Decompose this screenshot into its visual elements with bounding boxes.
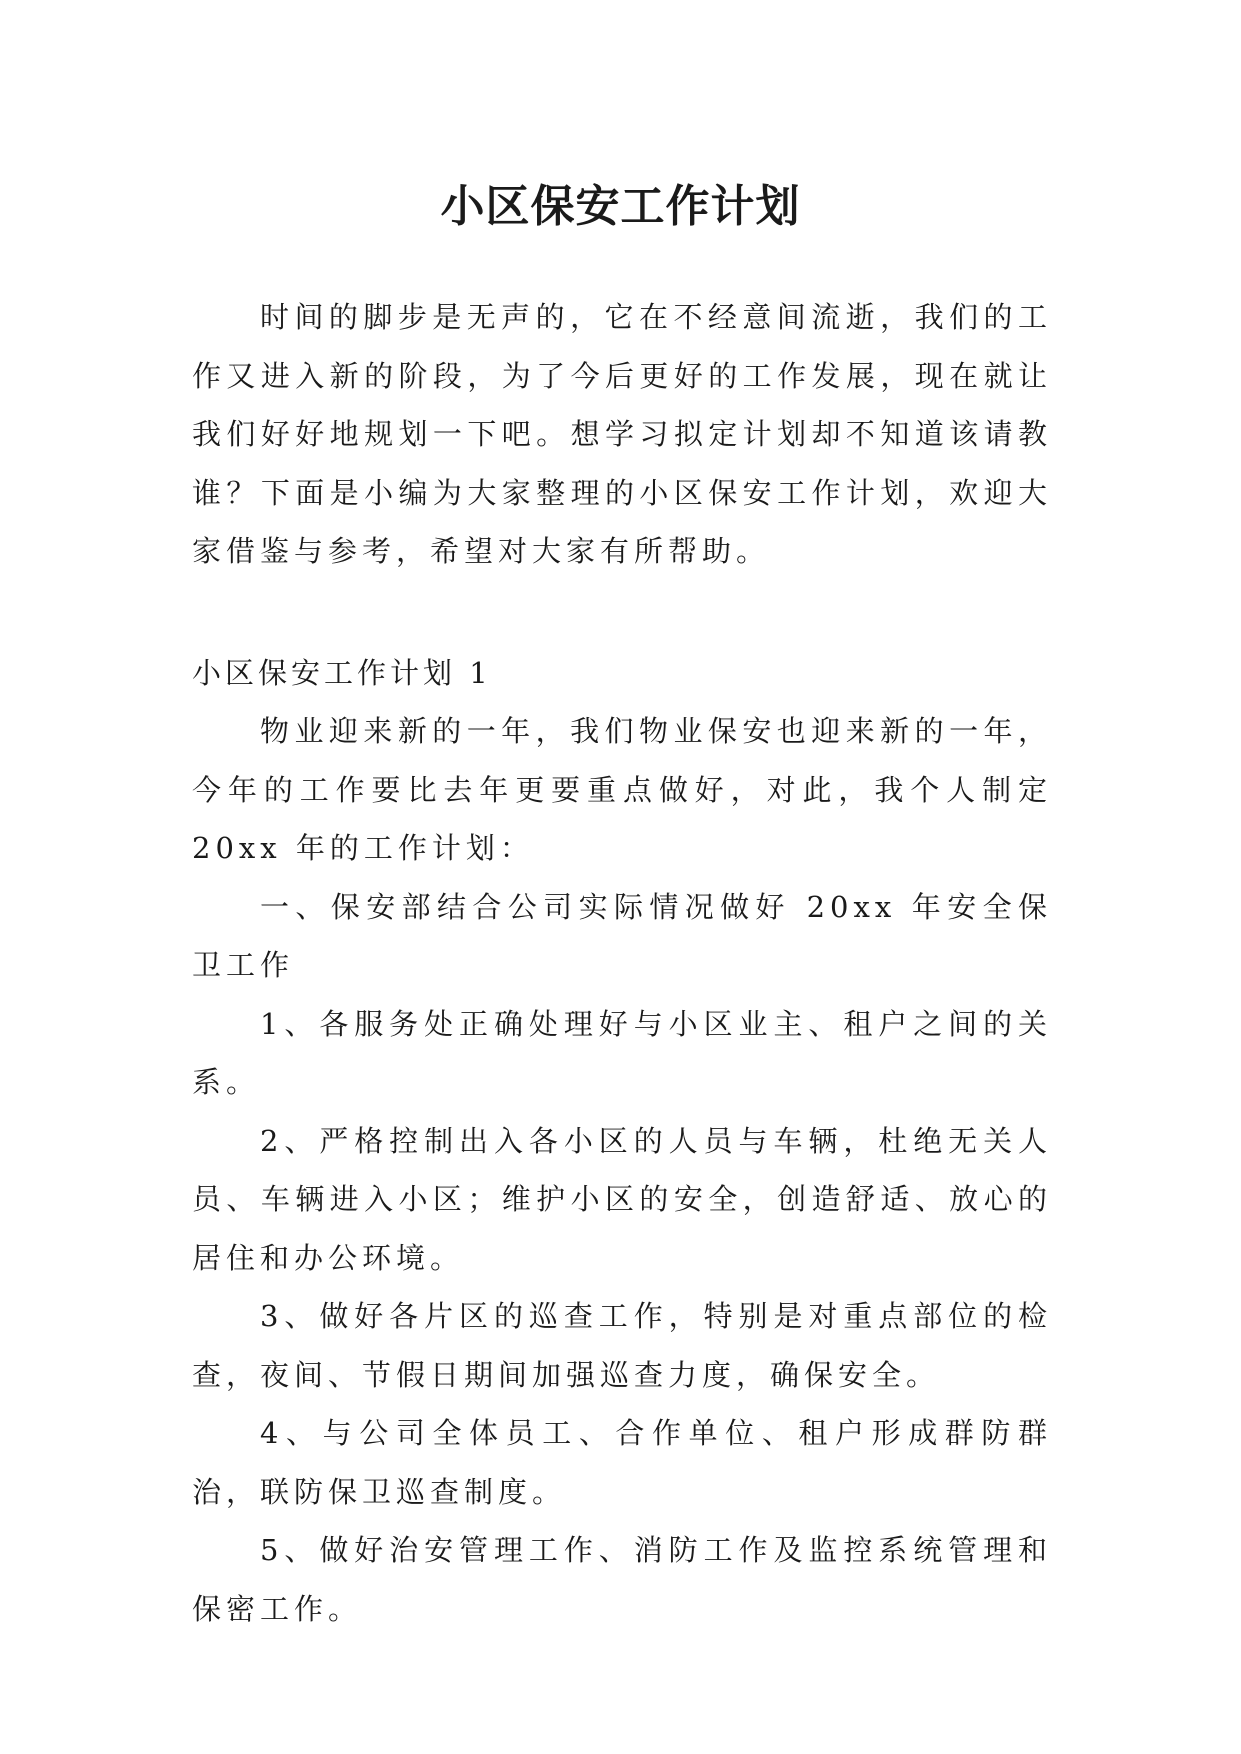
document-title: 小区保安工作计划: [440, 181, 801, 233]
list-item: 5、做好治安管理工作、消防工作及监控系统管理和保密工作。: [192, 1533, 1052, 1626]
list-item: 2、严格控制出入各小区的人员与车辆，杜绝无关人员、车辆进入小区；维护小区的安全，创造舒适、放心的居住和办公环境。: [192, 1123, 1052, 1275]
document-body: [192, 288, 1052, 1638]
body-paragraph: 一、保安部结合公司实际情况做好 20xx 年安全保卫工作: [192, 889, 1052, 982]
section-heading: 小区保安工作计划 1: [192, 655, 492, 690]
intro-paragraph: 时间的脚步是无声的，它在不经意间流逝，我们的工作又进入新的阶段，为了今后更好的工作发展，现在就让我们好好地规划一下吧。想学习拟定计划却不知道该请教谁？下面是小编为大家整理的小区保安工作计划，欢迎大家借鉴与参考，希望对大家有所帮助。: [192, 300, 1052, 568]
body-paragraph: 物业迎来新的一年，我们物业保安也迎来新的一年，今年的工作要比去年更要重点做好，对此，我个人制定 20xx 年的工作计划：: [192, 714, 1052, 865]
list-item: 4、与公司全体员工、合作单位、租户形成群防群治，联防保卫巡查制度。: [192, 1416, 1052, 1509]
list-item: 3、做好各片区的巡查工作，特别是对重点部位的检查，夜间、节假日期间加强巡查力度，确保安全。: [192, 1299, 1052, 1392]
list-item: 1、各服务处正确处理好与小区业主、租户之间的关系。: [192, 1006, 1052, 1099]
